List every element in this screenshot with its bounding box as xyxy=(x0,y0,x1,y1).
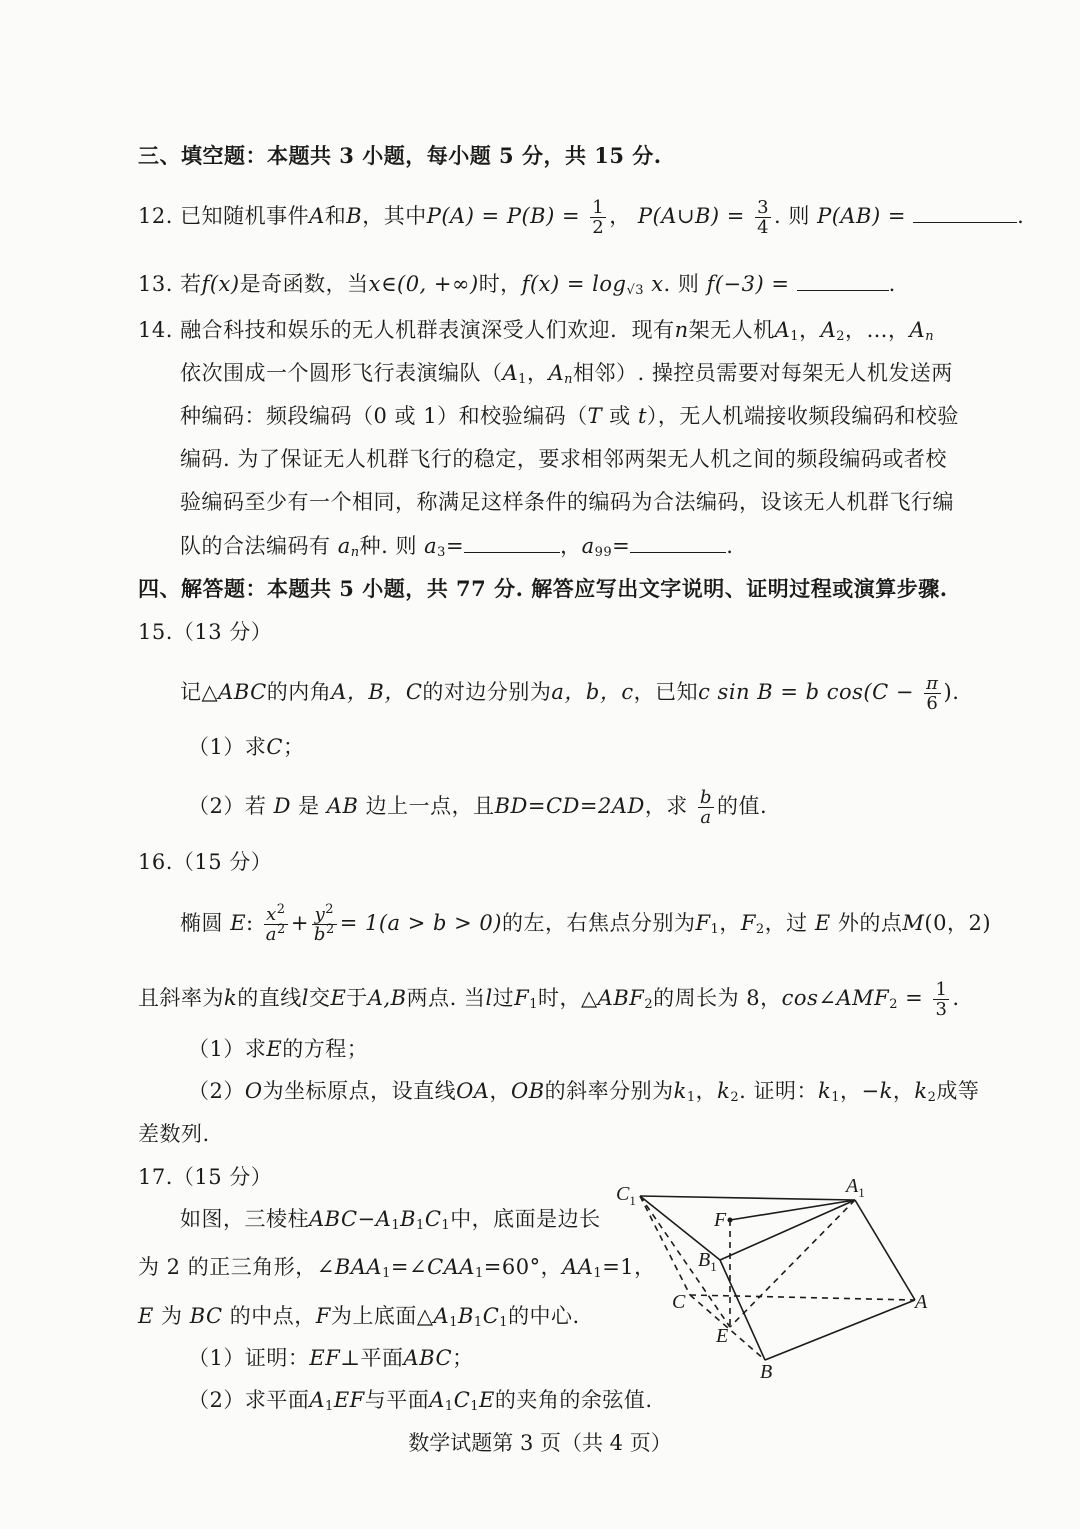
question-17-header: 17.（15 分） xyxy=(138,1165,273,1189)
question-15-part-2: （2）若 D 是 AB 边上一点，且BD=CD=2AD，求 $\frac{b}{a}$ 的值. xyxy=(188,787,768,828)
question-16-stem-2: 且斜率为k的直线l交E于A,B两点. 当l过$F_1$时，$\triangle ABF_2$的周长为 8，$\cos\angle AMF_2$ = $\frac{1}{3}$ . xyxy=(138,979,960,1020)
section-4-title: 四、解答题：本题共 5 小题，共 77 分. 解答应写出文字说明、证明过程或演算步骤. xyxy=(138,576,948,601)
prism-figure xyxy=(610,1170,940,1380)
fraction-pi-over-six: $\frac{\pi}{6}$ xyxy=(926,673,939,714)
edge-a1-a xyxy=(855,1200,915,1300)
question-14-line-2: 依次围成一个圆形飞行表演编队（$A_1$，$A_n$相邻）. 操控员需要对每架无人机发送两 xyxy=(180,361,953,387)
fraction-one-half: $\frac{1}{2}$ xyxy=(592,197,605,238)
edge-c1-a1 xyxy=(640,1196,855,1200)
question-14-line-3: 种编码：频段编码（0 或 1）和校验编码（T 或 t），无人机端接收频段编码和校验 xyxy=(180,404,959,428)
question-14-line-1: 14. 融合科技和娱乐的无人机群表演深受人们欢迎．现有n架无人机$A_1$，$A_2$，…，$A_n$ xyxy=(138,318,935,344)
edge-a-b xyxy=(765,1300,915,1360)
question-15-header: 15.（13 分） xyxy=(138,620,273,644)
question-12: 12. 已知随机事件A和B，其中P(A) = P(B) = $\frac{1}{2}$ ， P(A∪B) = $\frac{3}{4}$ . 则 P(AB) = . xyxy=(138,197,1025,238)
segment-a1-e xyxy=(730,1200,855,1327)
edge-a1-b1 xyxy=(720,1200,855,1260)
label-c: C xyxy=(672,1291,686,1313)
question-15-stem: 记△ABC的内角A，B，C的对边分别为a，b，c，已知c sin B = b cos(C − $\frac{\pi}{6}$ ). xyxy=(180,673,960,714)
question-14-line-4: 编码. 为了保证无人机群飞行的稳定，要求相邻两架无人机之间的频段编码或者校 xyxy=(180,447,947,471)
question-13: 13. 若f(x)是奇函数，当x∈(0, +∞)时，$f(x) = \log_{√3} x$. 则 f(−3) = . xyxy=(138,268,896,299)
question-17-stem-2: 为 2 的正三角形，$\angle BAA_1=\angle CAA_1=60^\circ$，$AA_1=1$， xyxy=(138,1255,656,1281)
question-15-part-1: （1）求C； xyxy=(188,735,305,759)
label-c1: $C_1$ xyxy=(616,1183,636,1208)
label-a: A xyxy=(915,1291,928,1313)
label-b: B xyxy=(760,1361,773,1380)
question-16-header: 16.（15 分） xyxy=(138,850,273,874)
page-footer: 数学试题第 3 页（共 4 页） xyxy=(408,1431,672,1455)
segment-f-a1 xyxy=(730,1200,855,1220)
answer-blank-12 xyxy=(913,200,1017,223)
question-16-part-1: （1）求E的方程； xyxy=(188,1037,369,1061)
fraction-one-third: $\frac{1}{3}$ xyxy=(935,979,948,1020)
question-17-stem-1: 如图，三棱柱$ABC-A_1B_1C_1$中，底面是边长 xyxy=(180,1207,601,1233)
edge-c1-c xyxy=(640,1196,690,1295)
answer-blank-14b xyxy=(630,530,726,553)
question-16-part-2: （2）O为坐标原点，设直线OA，OB的斜率分别为$k_1$，$k_2$. 证明：$k_1$，−k，$k_2$成等 xyxy=(188,1079,980,1105)
question-14-line-6: 队的合法编码有 $a_n$种. 则 $a_3=$ ，$a_{99}=$ . xyxy=(180,530,733,561)
point-f xyxy=(728,1218,733,1223)
question-17-part-1: （1）证明：EF⊥平面ABC； xyxy=(188,1346,474,1370)
fraction-three-quarters: $\frac{3}{4}$ xyxy=(757,197,770,238)
fraction-x2-a2: $\frac{x^2}{a^2}$ xyxy=(265,902,286,945)
section-3-title: 三、填空题：本题共 3 小题，每小题 5 分，共 15 分. xyxy=(138,143,662,168)
answer-blank-13 xyxy=(797,268,889,291)
question-16-stem-1: 椭圆 E: $\frac{x^2}{a^2}$ + $\frac{y^2}{b^2}$ = 1(a > b > 0)的左，右焦点分别为$F_1$，$F_2$，过 E 外的点M(0，2) xyxy=(180,902,992,945)
question-17-stem-3: E 为 BC 的中点，F为上底面$\triangle A_1B_1C_1$的中心. xyxy=(138,1304,580,1330)
edge-c-a xyxy=(690,1295,915,1300)
fraction-y2-b2: $\frac{y^2}{b^2}$ xyxy=(313,902,335,945)
label-f: F xyxy=(714,1209,727,1231)
answer-blank-14a xyxy=(464,530,560,553)
question-17-part-2: （2）求平面$A_1EF$与平面$A_1C_1E$的夹角的余弦值. xyxy=(188,1388,653,1414)
label-a1: $A_1$ xyxy=(846,1175,865,1200)
question-16-part-2-cont: 差数列. xyxy=(138,1122,210,1146)
label-b1: $B_1$ xyxy=(698,1249,717,1274)
question-14-line-5: 验编码至少有一个相同，称满足这样条件的编码为合法编码，设该无人机群飞行编 xyxy=(180,490,954,514)
fraction-b-over-a: $\frac{b}{a}$ xyxy=(700,787,713,828)
label-e: E xyxy=(716,1325,729,1347)
